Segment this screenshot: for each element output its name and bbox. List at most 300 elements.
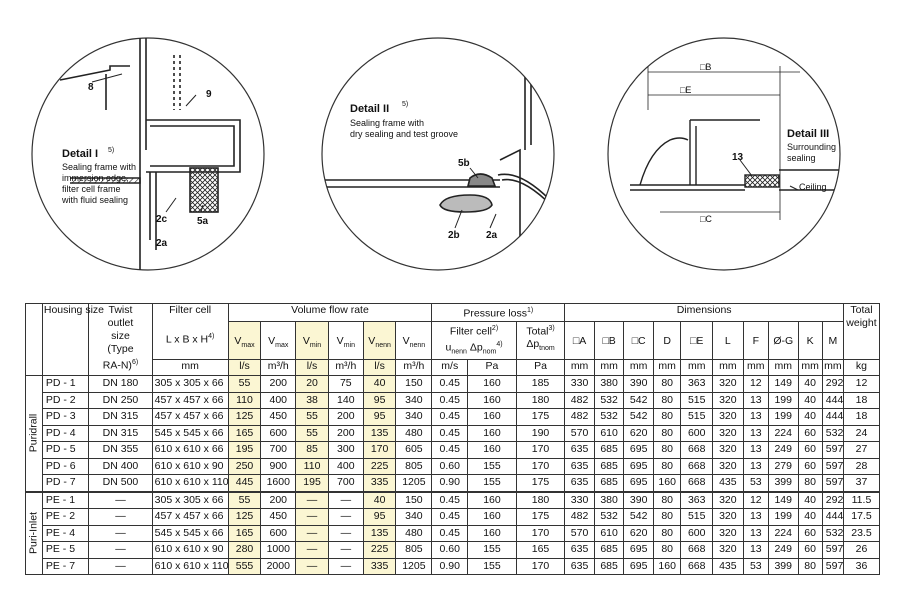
table-cell: 40 [798,492,822,509]
table-cell: 160 [468,425,517,442]
table-cell: 199 [768,409,798,426]
svg-text:Detail II: Detail II [350,103,390,115]
dim-b-label: □B [700,62,712,72]
table-cell: DN 315 [89,425,152,442]
table-cell: 249 [768,542,798,559]
table-cell: 13 [743,542,768,559]
table-cell: 135 [363,525,396,542]
table-cell: 320 [713,542,744,559]
header-vnenn-m3h: $V_{nenn}$ [396,321,432,359]
header-housing: Housing size [42,304,88,376]
callout-2c: 2c [156,214,168,225]
header-vmin-m3h: $V_{min}$ [328,321,363,359]
table-cell: 170 [516,525,565,542]
table-cell: 0.60 [432,542,468,559]
table-cell: — [296,492,329,509]
table-cell: 435 [713,475,744,492]
table-cell: 80 [653,409,680,426]
table-cell: PD - 3 [42,409,88,426]
table-row [26,475,880,492]
callout-2a: 2a [486,230,498,241]
table-cell: 0.45 [432,392,468,409]
table-cell: 175 [516,475,565,492]
table-cell: 225 [363,542,396,559]
table-cell: 180 [516,392,565,409]
dim-c-label: □C [700,214,712,224]
svg-text:dry sealing and test groove: dry sealing and test groove [350,129,459,139]
table-cell: 250 [228,458,261,475]
table-cell: 685 [594,542,624,559]
table-cell: 695 [624,475,654,492]
table-cell: 24 [843,425,879,442]
table-cell: 55 [228,492,261,509]
table-cell: 135 [363,425,396,442]
table-cell: — [89,525,152,542]
svg-text:Sealing frame with: Sealing frame with [350,118,425,128]
table-cell: 170 [516,458,565,475]
header-dim-f: F [743,321,768,359]
header-dim-l: L [713,321,744,359]
header-twist: Twist outlet size (Type RA-N)$^{6)}$ [89,304,152,376]
table-cell: 195 [228,442,261,459]
table-cell: 330 [565,492,595,509]
detail-3-drawing [608,38,840,270]
table-cell: 0.45 [432,376,468,393]
header-dim-m: M [822,321,843,359]
table-cell: 11.5 [843,492,879,509]
table-cell: PE - 5 [42,542,88,559]
table-cell: — [328,525,363,542]
table-cell: 199 [768,392,798,409]
table-cell: PD - 7 [42,475,88,492]
table-cell: 390 [624,492,654,509]
table-cell: 110 [228,392,261,409]
table-cell: 60 [798,442,822,459]
table-cell: 165 [228,425,261,442]
table-row [26,558,880,575]
table-cell: 600 [261,525,296,542]
table-cell: 320 [713,425,744,442]
table-cell: PE - 7 [42,558,88,575]
table-cell: 444 [822,392,843,409]
table-cell: 160 [653,558,680,575]
table-cell: 330 [565,376,595,393]
table-cell: 480 [396,425,432,442]
table-cell: DN 355 [89,442,152,459]
table-cell: PD - 2 [42,392,88,409]
table-cell: 668 [681,442,713,459]
table-cell: 13 [743,425,768,442]
table-cell: 445 [228,475,261,492]
table-cell: 399 [768,558,798,575]
table-cell: 482 [565,409,595,426]
table-cell: 170 [516,442,565,459]
table-cell: 150 [396,376,432,393]
table-cell: 27 [843,442,879,459]
table-cell: 635 [565,558,595,575]
table-cell: 12 [743,376,768,393]
table-row [26,525,880,542]
table-cell: 95 [363,409,396,426]
table-cell: 13 [743,442,768,459]
table-cell: 444 [822,509,843,526]
header-pressure-loss: Pressure loss$^{1)}$ [432,304,565,322]
table-row [26,458,880,475]
table-cell: PE - 4 [42,525,88,542]
table-cell: 155 [468,475,517,492]
table-cell: 635 [565,475,595,492]
callout-9: 9 [206,89,212,100]
svg-text:Detail I: Detail I [62,148,99,160]
table-cell: DN 500 [89,475,152,492]
table-cell: 60 [798,458,822,475]
table-cell: 0.45 [432,509,468,526]
table-cell: PE - 2 [42,509,88,526]
table-cell: 435 [713,558,744,575]
header-filter-cell-pressure: Filter cell$^{2)}$ $u_{nenn}$ $\Delta p_{nom}^{4)}$ [432,321,516,359]
table-cell: 320 [713,376,744,393]
table-cell: 805 [396,542,432,559]
table-cell: 399 [768,475,798,492]
header-dim-e: □E [681,321,713,359]
ceiling-label: Ceiling [799,182,827,192]
header-dim-b: □B [594,321,624,359]
table-cell: 23.5 [843,525,879,542]
table-cell: 40 [798,376,822,393]
table-cell: — [328,509,363,526]
callout-8: 8 [88,82,94,93]
table-cell: PD - 6 [42,458,88,475]
table-cell: 200 [328,409,363,426]
table-cell: 555 [228,558,261,575]
table-cell: 542 [624,409,654,426]
table-cell: 363 [681,376,713,393]
table-cell: 380 [594,376,624,393]
table-cell: 532 [594,509,624,526]
table-cell: 160 [468,525,517,542]
table-cell: 620 [624,525,654,542]
table-cell: — [296,509,329,526]
callout-5b: 5b [458,158,470,169]
table-cell: 249 [768,442,798,459]
table-cell: 200 [261,376,296,393]
table-cell: 532 [822,425,843,442]
table-cell: 515 [681,409,713,426]
table-cell: 292 [822,492,843,509]
table-cell: 457 x 457 x 66 [152,509,228,526]
table-cell: DN 250 [89,392,152,409]
table-cell: 95 [363,392,396,409]
table-cell: 110 [296,458,329,475]
table-cell: 13 [743,392,768,409]
table-cell: 597 [822,475,843,492]
header-spacer [26,304,43,376]
table-cell: 12 [843,376,879,393]
table-cell: 80 [653,425,680,442]
table-cell: 695 [624,558,654,575]
table-cell: 175 [516,509,565,526]
table-cell: PD - 5 [42,442,88,459]
table-cell: 0.90 [432,475,468,492]
header-vmax-m3h: $V_{max}$ [261,321,296,359]
table-cell: 17.5 [843,509,879,526]
table-cell: 532 [822,525,843,542]
table-cell: 340 [396,409,432,426]
table-cell: 695 [624,442,654,459]
svg-text:5): 5) [402,101,409,108]
table-cell: 125 [228,409,261,426]
table-cell: 0.45 [432,425,468,442]
table-cell: 532 [594,409,624,426]
table-cell: 155 [468,558,517,575]
table-cell: 340 [396,392,432,409]
table-cell: 635 [565,442,595,459]
table-cell: 12 [743,492,768,509]
table-cell: 60 [798,542,822,559]
table-cell: 180 [516,492,565,509]
table-body [26,376,880,575]
table-cell: 450 [261,509,296,526]
table-cell: 160 [468,409,517,426]
table-cell: 320 [713,509,744,526]
table-cell: 190 [516,425,565,442]
table-cell: 400 [261,392,296,409]
table-cell: 36 [843,558,879,575]
table-cell: 200 [261,492,296,509]
table-cell: 40 [798,392,822,409]
table-cell: 60 [798,425,822,442]
table-cell: 610 x 610 x 110 [152,558,228,575]
table-cell: PD - 1 [42,376,88,393]
table-cell: 0.45 [432,409,468,426]
table-cell: 0.90 [432,558,468,575]
table-cell: 610 [594,525,624,542]
table-cell: 55 [296,425,329,442]
table-cell: 542 [624,392,654,409]
table-cell: 150 [396,492,432,509]
svg-text:Surrounding: Surrounding [787,142,837,152]
table-cell: 600 [681,425,713,442]
table-cell: 305 x 305 x 66 [152,376,228,393]
table-cell: 38 [296,392,329,409]
table-cell: 600 [681,525,713,542]
table-cell: 1600 [261,475,296,492]
table-cell: 635 [565,458,595,475]
svg-text:5): 5) [108,147,115,154]
table-cell: 20 [296,376,329,393]
table-cell: 160 [468,442,517,459]
table-cell: 600 [261,425,296,442]
table-cell: 0.45 [432,492,468,509]
table-cell: 597 [822,542,843,559]
table-cell: 545 x 545 x 66 [152,425,228,442]
table-cell: 175 [516,409,565,426]
table-cell: 515 [681,392,713,409]
table-cell: 225 [363,458,396,475]
table-cell: DN 315 [89,409,152,426]
table-cell: 199 [768,509,798,526]
table-cell: 40 [363,492,396,509]
table-cell: 200 [328,425,363,442]
table-cell: 320 [713,409,744,426]
header-dim-a: □A [565,321,595,359]
header-volume-flow: Volume flow rate [228,304,432,322]
table-cell: 195 [296,475,329,492]
table-cell: 75 [328,376,363,393]
svg-text:sealing: sealing [787,153,816,163]
table-row [26,409,880,426]
table-row [26,542,880,559]
table-cell: 363 [681,492,713,509]
table-cell: 300 [328,442,363,459]
specification-table [25,303,880,575]
table-cell: 2000 [261,558,296,575]
table-cell: 610 [594,425,624,442]
table-cell: 532 [594,392,624,409]
table-cell: 13 [743,458,768,475]
table-cell: DN 180 [89,376,152,393]
table-cell: 160 [653,475,680,492]
table-cell: — [89,542,152,559]
table-cell: 320 [713,525,744,542]
table-row [26,442,880,459]
callout-2b: 2b [448,230,460,241]
table-cell: — [328,492,363,509]
units-row: mm l/s m³/h l/s m³/h l/s m³/h m/s Pa Pa mm mm mm mm mm mm mm mm mm mm kg [26,359,880,376]
svg-text:with fluid sealing: with fluid sealing [62,195,129,205]
detail-drawings [0,0,900,290]
header-dim-d: D [653,321,680,359]
table-cell: 60 [798,525,822,542]
table-cell: 700 [328,475,363,492]
table-cell: 635 [565,542,595,559]
table-cell: 80 [653,458,680,475]
table-cell: 80 [653,542,680,559]
table-cell: 165 [516,542,565,559]
table-cell: 26 [843,542,879,559]
table-cell: 279 [768,458,798,475]
table-cell: 85 [296,442,329,459]
header-vmin-ls: $V_{min}$ [296,321,329,359]
header-dimensions: Dimensions [565,304,844,322]
table-cell: 80 [798,558,822,575]
detail-2-drawing [320,38,554,270]
table-row [26,376,880,393]
svg-text:filter cell frame: filter cell frame [62,184,121,194]
svg-text:Detail III: Detail III [787,128,830,140]
table-cell: 80 [653,492,680,509]
table-cell: 13 [743,509,768,526]
table-cell: 320 [713,492,744,509]
table-cell: 482 [565,509,595,526]
table-cell: 13 [743,409,768,426]
table-cell: 80 [798,475,822,492]
table-cell: 610 x 610 x 90 [152,542,228,559]
table-cell: — [89,492,152,509]
table-cell: 444 [822,409,843,426]
table-cell: 292 [822,376,843,393]
table-cell: 668 [681,542,713,559]
table-cell: 13 [743,525,768,542]
table-cell: 685 [594,442,624,459]
table-cell: 0.60 [432,458,468,475]
table-cell: 390 [624,376,654,393]
table-cell: 335 [363,558,396,575]
table-cell: 185 [516,376,565,393]
table-cell: 597 [822,458,843,475]
group-label: Puridrall [26,376,43,492]
callout-5a: 5a [197,216,209,227]
table-row [26,425,880,442]
table-cell: 149 [768,492,798,509]
table-cell: 515 [681,509,713,526]
table-cell: — [89,509,152,526]
table-cell: 37 [843,475,879,492]
table-cell: 40 [798,409,822,426]
table-cell: — [296,558,329,575]
header-dim-g: Ø-G [768,321,798,359]
table-cell: 685 [594,558,624,575]
group-label: Puri-Inlet [26,492,43,575]
table-cell: 668 [681,475,713,492]
table-cell: 457 x 457 x 66 [152,409,228,426]
table-cell: 170 [516,558,565,575]
header-filter-cell: Filter cell L x B x $H^{4)}$ [152,304,228,360]
table-cell: 80 [653,509,680,526]
table-cell: 40 [363,376,396,393]
table-cell: 545 x 545 x 66 [152,525,228,542]
table-cell: 480 [396,525,432,542]
table-cell: 570 [565,525,595,542]
table-cell: 542 [624,509,654,526]
table-cell: 155 [468,542,517,559]
table-header [26,304,880,376]
header-weight: Total weight [843,304,879,360]
callout-13: 13 [732,152,744,163]
table-cell: 0.45 [432,525,468,542]
table-cell: 685 [594,475,624,492]
table-cell: PD - 4 [42,425,88,442]
table-cell: — [296,542,329,559]
table-cell: 53 [743,475,768,492]
table-cell: 482 [565,392,595,409]
table-cell: 165 [228,525,261,542]
table-cell: 160 [468,509,517,526]
table-cell: 450 [261,409,296,426]
table-cell: 400 [328,458,363,475]
table-cell: 160 [468,376,517,393]
table-cell: 1205 [396,558,432,575]
callout-2a: 2a [156,238,168,249]
table-cell: 457 x 457 x 66 [152,392,228,409]
table-cell: 18 [843,392,879,409]
table-cell: 80 [653,525,680,542]
table-cell: 695 [624,458,654,475]
table-cell: 700 [261,442,296,459]
table-cell: 668 [681,558,713,575]
table-cell: 224 [768,425,798,442]
table-cell: 28 [843,458,879,475]
table-cell: 160 [468,392,517,409]
table-cell: 380 [594,492,624,509]
table-row [26,492,880,509]
table-cell: 320 [713,458,744,475]
table-cell: 1205 [396,475,432,492]
header-dim-k: K [798,321,822,359]
table-cell: 280 [228,542,261,559]
table-cell: 685 [594,458,624,475]
detail-1-drawing [32,30,264,270]
